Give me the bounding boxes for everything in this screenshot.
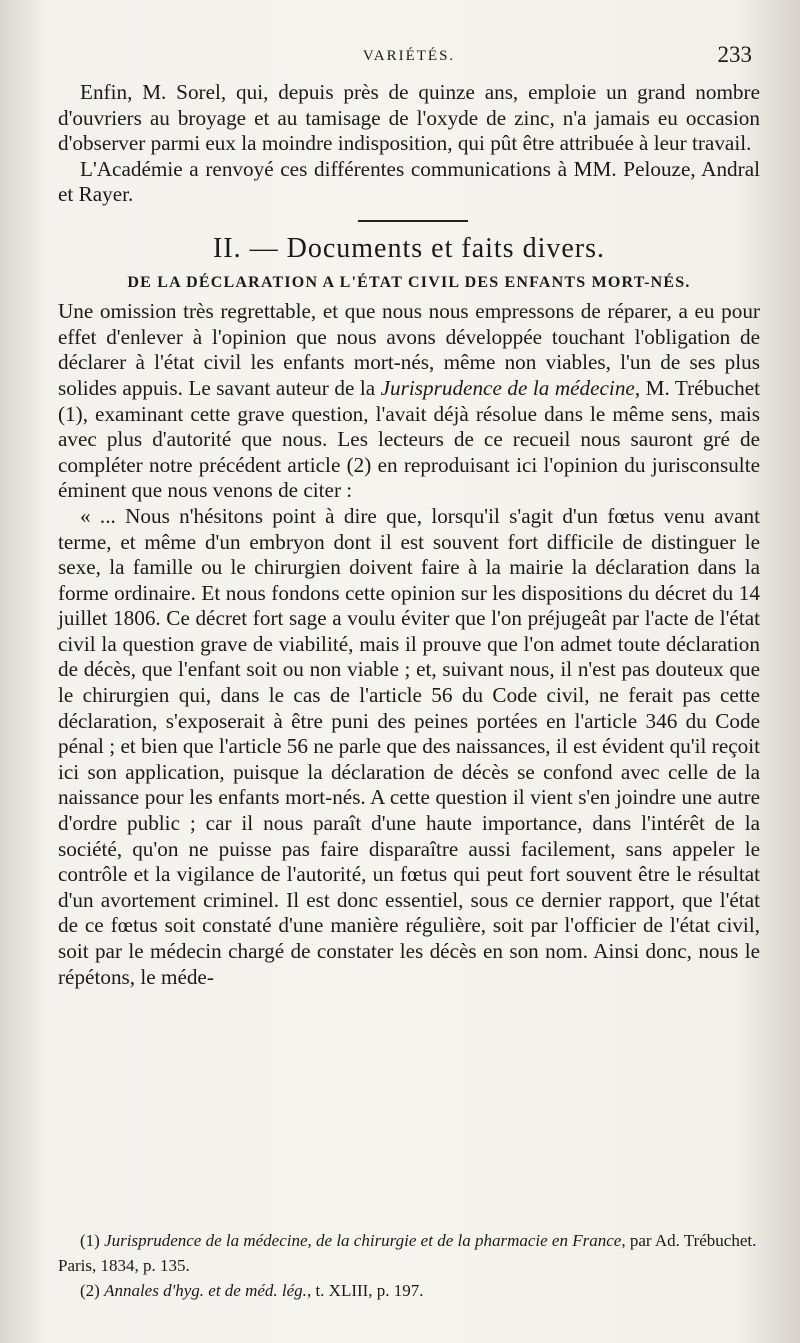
article-p1-italic: Jurisprudence de la médecine bbox=[380, 375, 635, 400]
footnote-1-rest: , par Ad. Trébuchet. Paris, 1834, p. 135. bbox=[58, 1231, 757, 1275]
article-p1-part-a: Une omission très regrettable, et que nous nous empressons de réparer, a eu pour effet d'enlever à l'opinion que nous avons développée touchant l'obligation de déclarer à l'état civil les enfants mort-nés, même non viables, l'un de ses plus solides appuis. Le savant auteur de la bbox=[58, 299, 760, 400]
body-text bbox=[58, 80, 760, 990]
page-header bbox=[58, 40, 760, 74]
footnote-2-italic: Annales d'hyg. et de méd. lég. bbox=[104, 1281, 307, 1300]
running-head: VARIÉTÉS. bbox=[362, 48, 456, 64]
intro-paragraph-1: Enfin, M. Sorel, qui, depuis près de quinze ans, emploie un grand nombre d'ouvriers au broyage et au tamisage de l'oxyde de zinc, n'a jamais eu occasion d'observer parmi eux la moindre indisposition, qui pût être attribuée à leur travail. bbox=[58, 80, 760, 156]
article-subtitle: DE LA DÉCLARATION A L'ÉTAT CIVIL DES ENFANTS MORT-NÉS. bbox=[127, 273, 691, 291]
intro-paragraph-2: L'Académie a renvoyé ces différentes communications à MM. Pelouze, Andral et Rayer. bbox=[58, 156, 760, 207]
section-title: II. — Documents et faits divers. bbox=[212, 232, 606, 264]
section-divider bbox=[358, 220, 468, 222]
footnote-2 bbox=[58, 1278, 760, 1303]
footnote-1 bbox=[58, 1228, 760, 1278]
footnote-2-rest: , t. XLIII, p. 197. bbox=[306, 1281, 424, 1300]
footnote-1-mark: (1) bbox=[80, 1231, 105, 1250]
footnote-1-italic: Jurisprudence de la médecine, de la chirurgie et de la pharmacie en France bbox=[104, 1231, 622, 1250]
article-p1-part-b: , M. Trébuchet (1), examinant cette grave question, l'avait déjà résolue dans le même sens, mais avec plus d'autorité que nous. Les lecteurs de ce recueil nous sauront gré de compléter notre précédent article (2) en reproduisant ici l'opinion du jurisconsulte éminent que nous venons de citer : bbox=[58, 375, 761, 503]
article-paragraph-2: « ... Nous n'hésitons point à dire que, lorsqu'il s'agit d'un fœtus venu avant terme, et même d'un embryon dont il est souvent fort difficile de distinguer le sexe, la famille ou le chirurgien doivent faire à la mairie la déclaration dans la forme ordinaire. Et nous fondons cette opinion sur les dispositions du décret du 14 juillet 1806. Ce décret fort sage a voulu éviter que l'on préjugeât par l'acte de l'état civil la question grave de viabilité, mais il prouve que l'on admet toute déclaration de décès, que l'enfant soit ou non viable ; et, suivant nous, il n'est pas douteux que le chirurgien qui, dans le cas de l'article 56 du Code civil, ne ferait pas cette déclaration, s'exposerait à être puni des peines portées en l'article 346 du Code pénal ; et bien que l'article 56 ne parle que des naissances, il est évident qu'il reçoit ici son application, puisque la déclaration de décès se confond avec celle de la naissance pour les enfants mort-nés. A cette question il vient s'en joindre une autre d'ordre public ; car il nous paraît d'une haute importance, dans l'intérêt de la société, qu'on ne puisse pas faire disparaître aussi facilement, sans appeler le contrôle et la vigilance de l'autorité, un fœtus qui peut fort souvent être le résultat d'un avortement criminel. Il est donc essentiel, sous ce dernier rapport, que l'état de ce fœtus soit constaté d'une manière régulière, soit par l'officier de l'état civil, soit par le médecin chargé de constater les décès en son nom. Ainsi donc, nous le répétons, le méde- bbox=[58, 503, 760, 989]
footnote-2-mark: (2) bbox=[80, 1281, 105, 1300]
article-paragraph-1 bbox=[58, 299, 760, 504]
footnotes bbox=[58, 1228, 760, 1303]
page-number: 233 bbox=[717, 42, 752, 67]
